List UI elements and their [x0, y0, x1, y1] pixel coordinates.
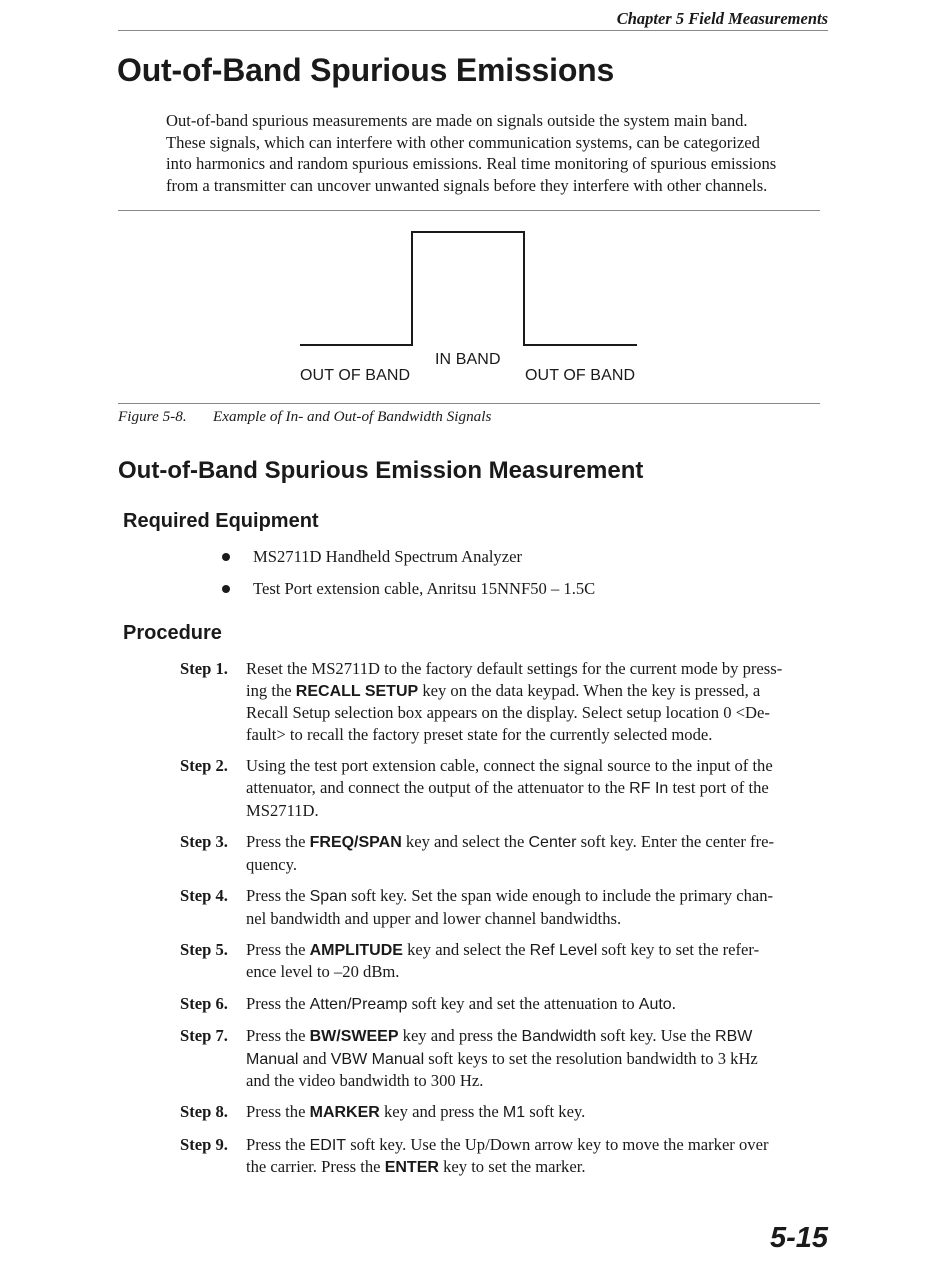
- soft-key-label: RF In: [629, 780, 669, 798]
- step-text-run: Reset the MS2711D to the factory default settings for the current mode by press-: [246, 659, 783, 678]
- step-text-run: Press the: [246, 885, 310, 905]
- bullet-icon: [222, 553, 230, 561]
- soft-key-label: Span: [309, 887, 347, 905]
- step-line: [246, 1156, 830, 1179]
- step-number: Step 1.: [180, 659, 228, 678]
- figure-top-rule: [118, 210, 820, 211]
- step-text-run: soft key. Use the: [596, 1025, 716, 1045]
- procedure-step: [180, 939, 830, 983]
- step-text: [246, 831, 830, 875]
- step-text-run: key and press the: [379, 1102, 503, 1122]
- intro-line: from a transmitter can uncover unwanted signals before they interfere with other channels.: [166, 176, 768, 196]
- step-number: Step 2.: [180, 756, 228, 776]
- page-number: 5-15: [769, 1222, 828, 1254]
- step-text-run: ence level to –20 dBm.: [246, 962, 400, 982]
- intro-line: These signals, which can interfere with other communication systems, can be categorized: [166, 132, 760, 152]
- step-text-run: key and select the: [401, 831, 529, 851]
- step-line: [246, 777, 830, 800]
- step-text-run: attenuator, and connect the output of the attenuator to the: [246, 778, 630, 798]
- step-line: [246, 724, 830, 746]
- step-text-run: Press the: [246, 1025, 310, 1045]
- label-out-of-band-left: OUT OF BAND: [300, 367, 411, 384]
- step-line: [246, 908, 830, 930]
- step-number: Step 3.: [180, 831, 228, 851]
- step-text: [246, 1101, 830, 1124]
- step-number: Step 8.: [180, 1102, 228, 1122]
- step-number: Step 6.: [180, 993, 228, 1013]
- step-text-run: Recall Setup selection box appears on the display. Select setup location 0 <De-: [246, 703, 770, 723]
- procedure-heading: Procedure: [123, 622, 222, 644]
- step-line: [246, 680, 830, 703]
- required-equipment-heading: Required Equipment: [123, 510, 319, 532]
- equipment-text: Test Port extension cable, Anritsu 15NNF50 – 1.5C: [253, 579, 596, 598]
- step-text: [246, 993, 830, 1016]
- step-text-run: key on the data keypad. When the key is pressed, a: [418, 680, 761, 700]
- procedure-step: [180, 831, 830, 875]
- step-line: [246, 1134, 830, 1157]
- step-text: [246, 1134, 830, 1179]
- procedure-step: [180, 1025, 830, 1092]
- step-line: [246, 993, 830, 1016]
- step-line: [246, 1048, 830, 1071]
- procedure-step: [180, 755, 830, 821]
- step-line: [246, 702, 830, 724]
- step-text: [246, 885, 830, 929]
- step-text-run: the carrier. Press the: [246, 1157, 385, 1177]
- step-text: [246, 755, 830, 821]
- step-line: [246, 939, 830, 962]
- step-text-run: soft key. Use the Up/Down arrow key to move the marker over: [346, 1134, 769, 1154]
- hard-key-label: BW/SWEEP: [309, 1027, 399, 1045]
- hard-key-label: RECALL SETUP: [295, 682, 419, 700]
- label-out-of-band-right: OUT OF BAND: [525, 367, 636, 384]
- soft-key-label: EDIT: [309, 1136, 347, 1154]
- signal-trace: [300, 232, 637, 345]
- step-text-run: soft key.: [525, 1102, 586, 1122]
- running-head: Chapter 5 Field Measurements: [616, 9, 828, 28]
- step-number: Step 9.: [180, 1134, 228, 1154]
- soft-key-label: VBW Manual: [330, 1050, 425, 1068]
- procedure-step: [180, 1134, 830, 1179]
- step-text-run: MS2711D.: [246, 800, 319, 820]
- intro-paragraph: [166, 110, 831, 197]
- header-rule: [118, 30, 828, 31]
- soft-key-label: Atten/Preamp: [309, 995, 408, 1013]
- step-line: [246, 1101, 830, 1124]
- list-item: [220, 578, 595, 610]
- soft-key-label: Auto: [638, 995, 672, 1013]
- soft-key-label: M1: [502, 1104, 526, 1122]
- figure-caption-text: Example of In- and Out-of Bandwidth Signals: [213, 408, 492, 425]
- step-text-run: Press the: [246, 1102, 310, 1122]
- step-text-run: soft key to set the refer-: [597, 939, 760, 959]
- bullet-icon: [222, 585, 230, 593]
- procedure-step: [180, 885, 830, 929]
- procedure-step: [180, 1101, 830, 1124]
- step-text-run: Press the: [246, 939, 310, 959]
- soft-key-label: Bandwidth: [521, 1027, 597, 1045]
- step-text: [246, 939, 830, 983]
- step-text-run: test port of the: [668, 778, 769, 798]
- step-line: [246, 658, 830, 680]
- procedure-step: [180, 993, 830, 1016]
- step-text-run: Press the: [246, 993, 310, 1013]
- intro-line: Out-of-band spurious measurements are made on signals outside the system main band.: [166, 111, 748, 130]
- hard-key-label: MARKER: [309, 1104, 380, 1122]
- step-text-run: and the video bandwidth to 300 Hz.: [246, 1071, 484, 1091]
- hard-key-label: AMPLITUDE: [309, 941, 403, 959]
- step-number: Step 7.: [180, 1025, 228, 1045]
- hard-key-label: ENTER: [384, 1159, 439, 1177]
- equipment-list: [220, 546, 595, 610]
- figure-caption-number: Figure 5-8.: [118, 408, 187, 425]
- label-in-band: IN BAND: [435, 351, 501, 368]
- step-text-run: .: [671, 993, 676, 1013]
- procedure-step: [180, 658, 830, 746]
- intro-line: into harmonics and random spurious emissions. Real time monitoring of spurious emissions: [166, 154, 777, 174]
- step-line: [246, 961, 830, 983]
- step-text: [246, 658, 830, 746]
- step-text-run: key and select the: [402, 939, 530, 959]
- step-line: [246, 755, 830, 777]
- step-line: [246, 885, 830, 908]
- step-text: [246, 1025, 830, 1092]
- soft-key-label: RBW: [715, 1027, 753, 1045]
- equipment-text: MS2711D Handheld Spectrum Analyzer: [253, 547, 522, 566]
- step-text-run: Press the: [246, 831, 310, 851]
- list-item: [220, 546, 595, 578]
- subsection-title: Out-of-Band Spurious Emission Measurement: [118, 457, 644, 484]
- step-line: [246, 800, 830, 822]
- figure-bottom-rule: [118, 403, 820, 404]
- step-text-run: Using the test port extension cable, connect the signal source to the input of the: [246, 756, 773, 776]
- step-number: Step 4.: [180, 885, 228, 905]
- soft-key-label: Center: [528, 833, 577, 851]
- step-line: [246, 854, 830, 876]
- step-text-run: key to set the marker.: [438, 1157, 586, 1177]
- step-text-run: and: [298, 1048, 331, 1068]
- step-text-run: soft key and set the attenuation to: [407, 993, 639, 1013]
- step-line: [246, 1025, 830, 1048]
- step-text-run: quency.: [246, 854, 297, 874]
- step-text-run: Press the: [246, 1134, 310, 1154]
- step-text-run: soft key. Enter the center fre-: [576, 831, 775, 851]
- soft-key-label: Ref Level: [529, 941, 598, 959]
- section-title: Out-of-Band Spurious Emissions: [117, 52, 615, 88]
- step-text-run: soft key. Set the span wide enough to include the primary chan-: [346, 885, 774, 905]
- step-text-run: key and press the: [398, 1025, 522, 1045]
- step-line: [246, 1070, 830, 1092]
- step-text-run: fault> to recall the factory preset state for the currently selected mode.: [246, 725, 713, 745]
- step-text-run: soft keys to set the resolution bandwidth to 3 kHz: [424, 1048, 758, 1068]
- step-line: [246, 831, 830, 854]
- hard-key-label: FREQ/SPAN: [309, 833, 402, 851]
- procedure-steps: [180, 658, 830, 1189]
- step-text-run: ing the: [246, 680, 296, 700]
- figure-caption: [118, 408, 491, 426]
- step-text-run: nel bandwidth and upper and lower channel bandwidths.: [246, 908, 622, 928]
- step-number: Step 5.: [180, 939, 228, 959]
- soft-key-label: Manual: [246, 1050, 299, 1068]
